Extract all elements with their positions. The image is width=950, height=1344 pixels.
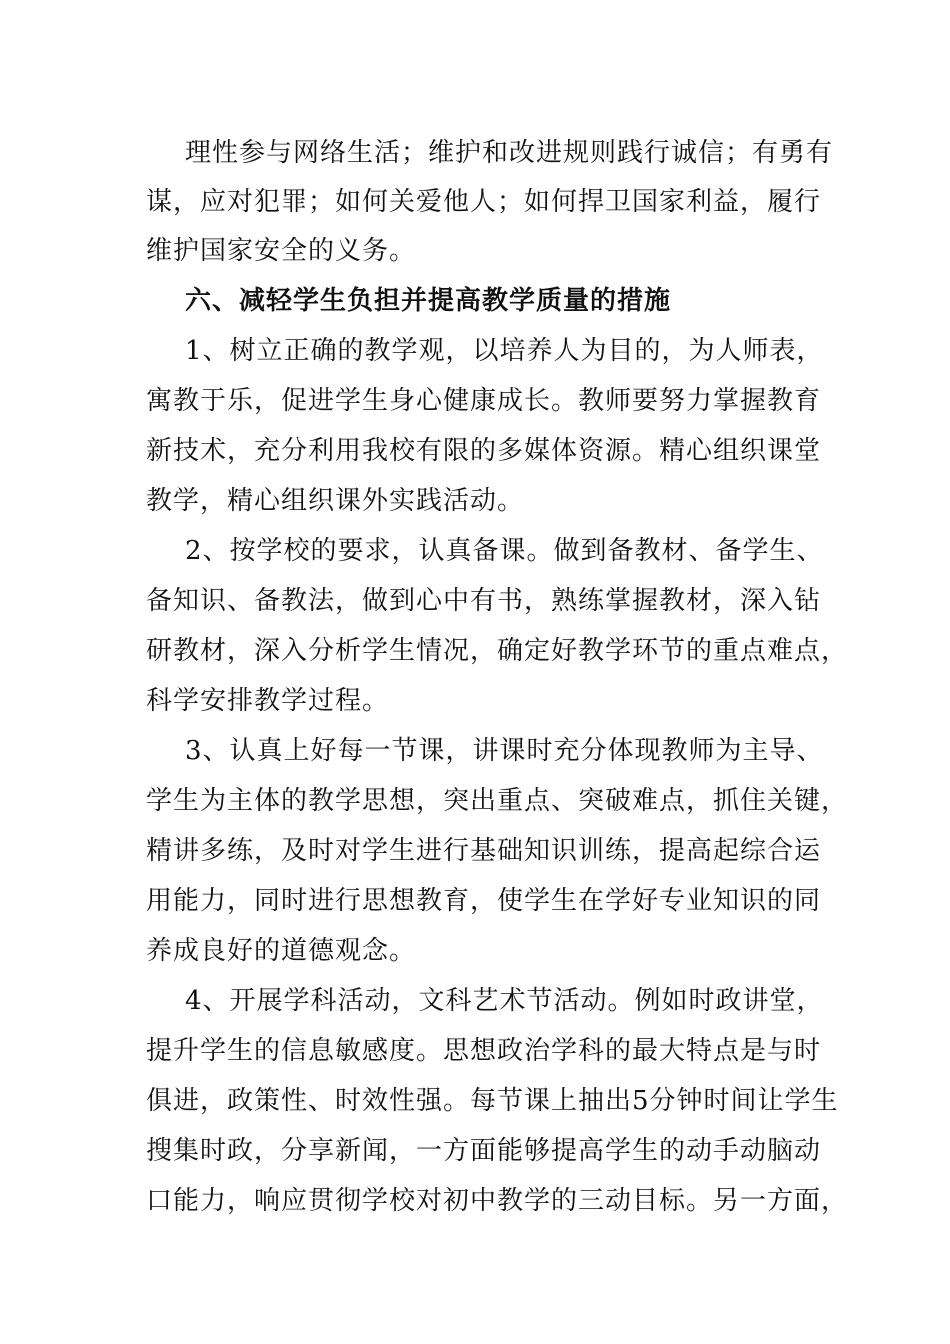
text-line: 养成良好的道德观念。 — [146, 936, 417, 966]
text-line: 学生为主体的教学思想，突出重点、突破难点，抓住关键， — [146, 786, 849, 816]
text-line: 口能力，响应贯彻学校对初中教学的三动目标。另一方面， — [146, 1186, 849, 1216]
text-line: 用能力，同时进行思想教育，使学生在学好专业知识的同 — [146, 886, 822, 916]
text-line: 4、开展学科活动，文科艺术节活动。例如时政讲堂， — [185, 986, 824, 1016]
text-line: 提升学生的信息敏感度。思想政治学科的最大特点是与时 — [146, 1036, 822, 1066]
text-line: 理性参与网络生活；维护和改进规则践行诚信；有勇有 — [185, 138, 834, 168]
text-line: 教学，精心组织课外实践活动。 — [146, 486, 525, 516]
text-line: 科学安排教学过程。 — [146, 686, 390, 716]
text-line: 1、树立正确的教学观，以培养人为目的，为人师表， — [185, 336, 824, 366]
text-line: 维护国家安全的义务。 — [146, 236, 417, 266]
text-line: 2、按学校的要求，认真备课。做到备教材、备学生、 — [185, 536, 824, 566]
text-line: 3、认真上好每一节课，讲课时充分体现教师为主导、 — [185, 736, 824, 766]
text-line: 备知识、备教法，做到心中有书，熟练掌握教材，深入钻 — [146, 586, 822, 616]
text-line: 新技术，充分利用我校有限的多媒体资源。精心组织课堂 — [146, 436, 822, 466]
text-line: 谋，应对犯罪；如何关爱他人；如何捍卫国家利益，履行 — [146, 187, 822, 217]
text-line: 研教材，深入分析学生情况，确定好教学环节的重点难点， — [146, 636, 849, 666]
text-line: 搜集时政，分享新闻，一方面能够提高学生的动手动脑动 — [146, 1136, 822, 1166]
text-line: 寓教于乐，促进学生身心健康成长。教师要努力掌握教育 — [146, 386, 822, 416]
section-heading: 六、减轻学生负担并提高教学质量的措施 — [185, 286, 672, 316]
text-line: 俱进，政策性、时效性强。每节课上抽出5分钟时间让学生 — [146, 1086, 839, 1116]
text-line: 精讲多练，及时对学生进行基础知识训练，提高起综合运 — [146, 836, 822, 866]
